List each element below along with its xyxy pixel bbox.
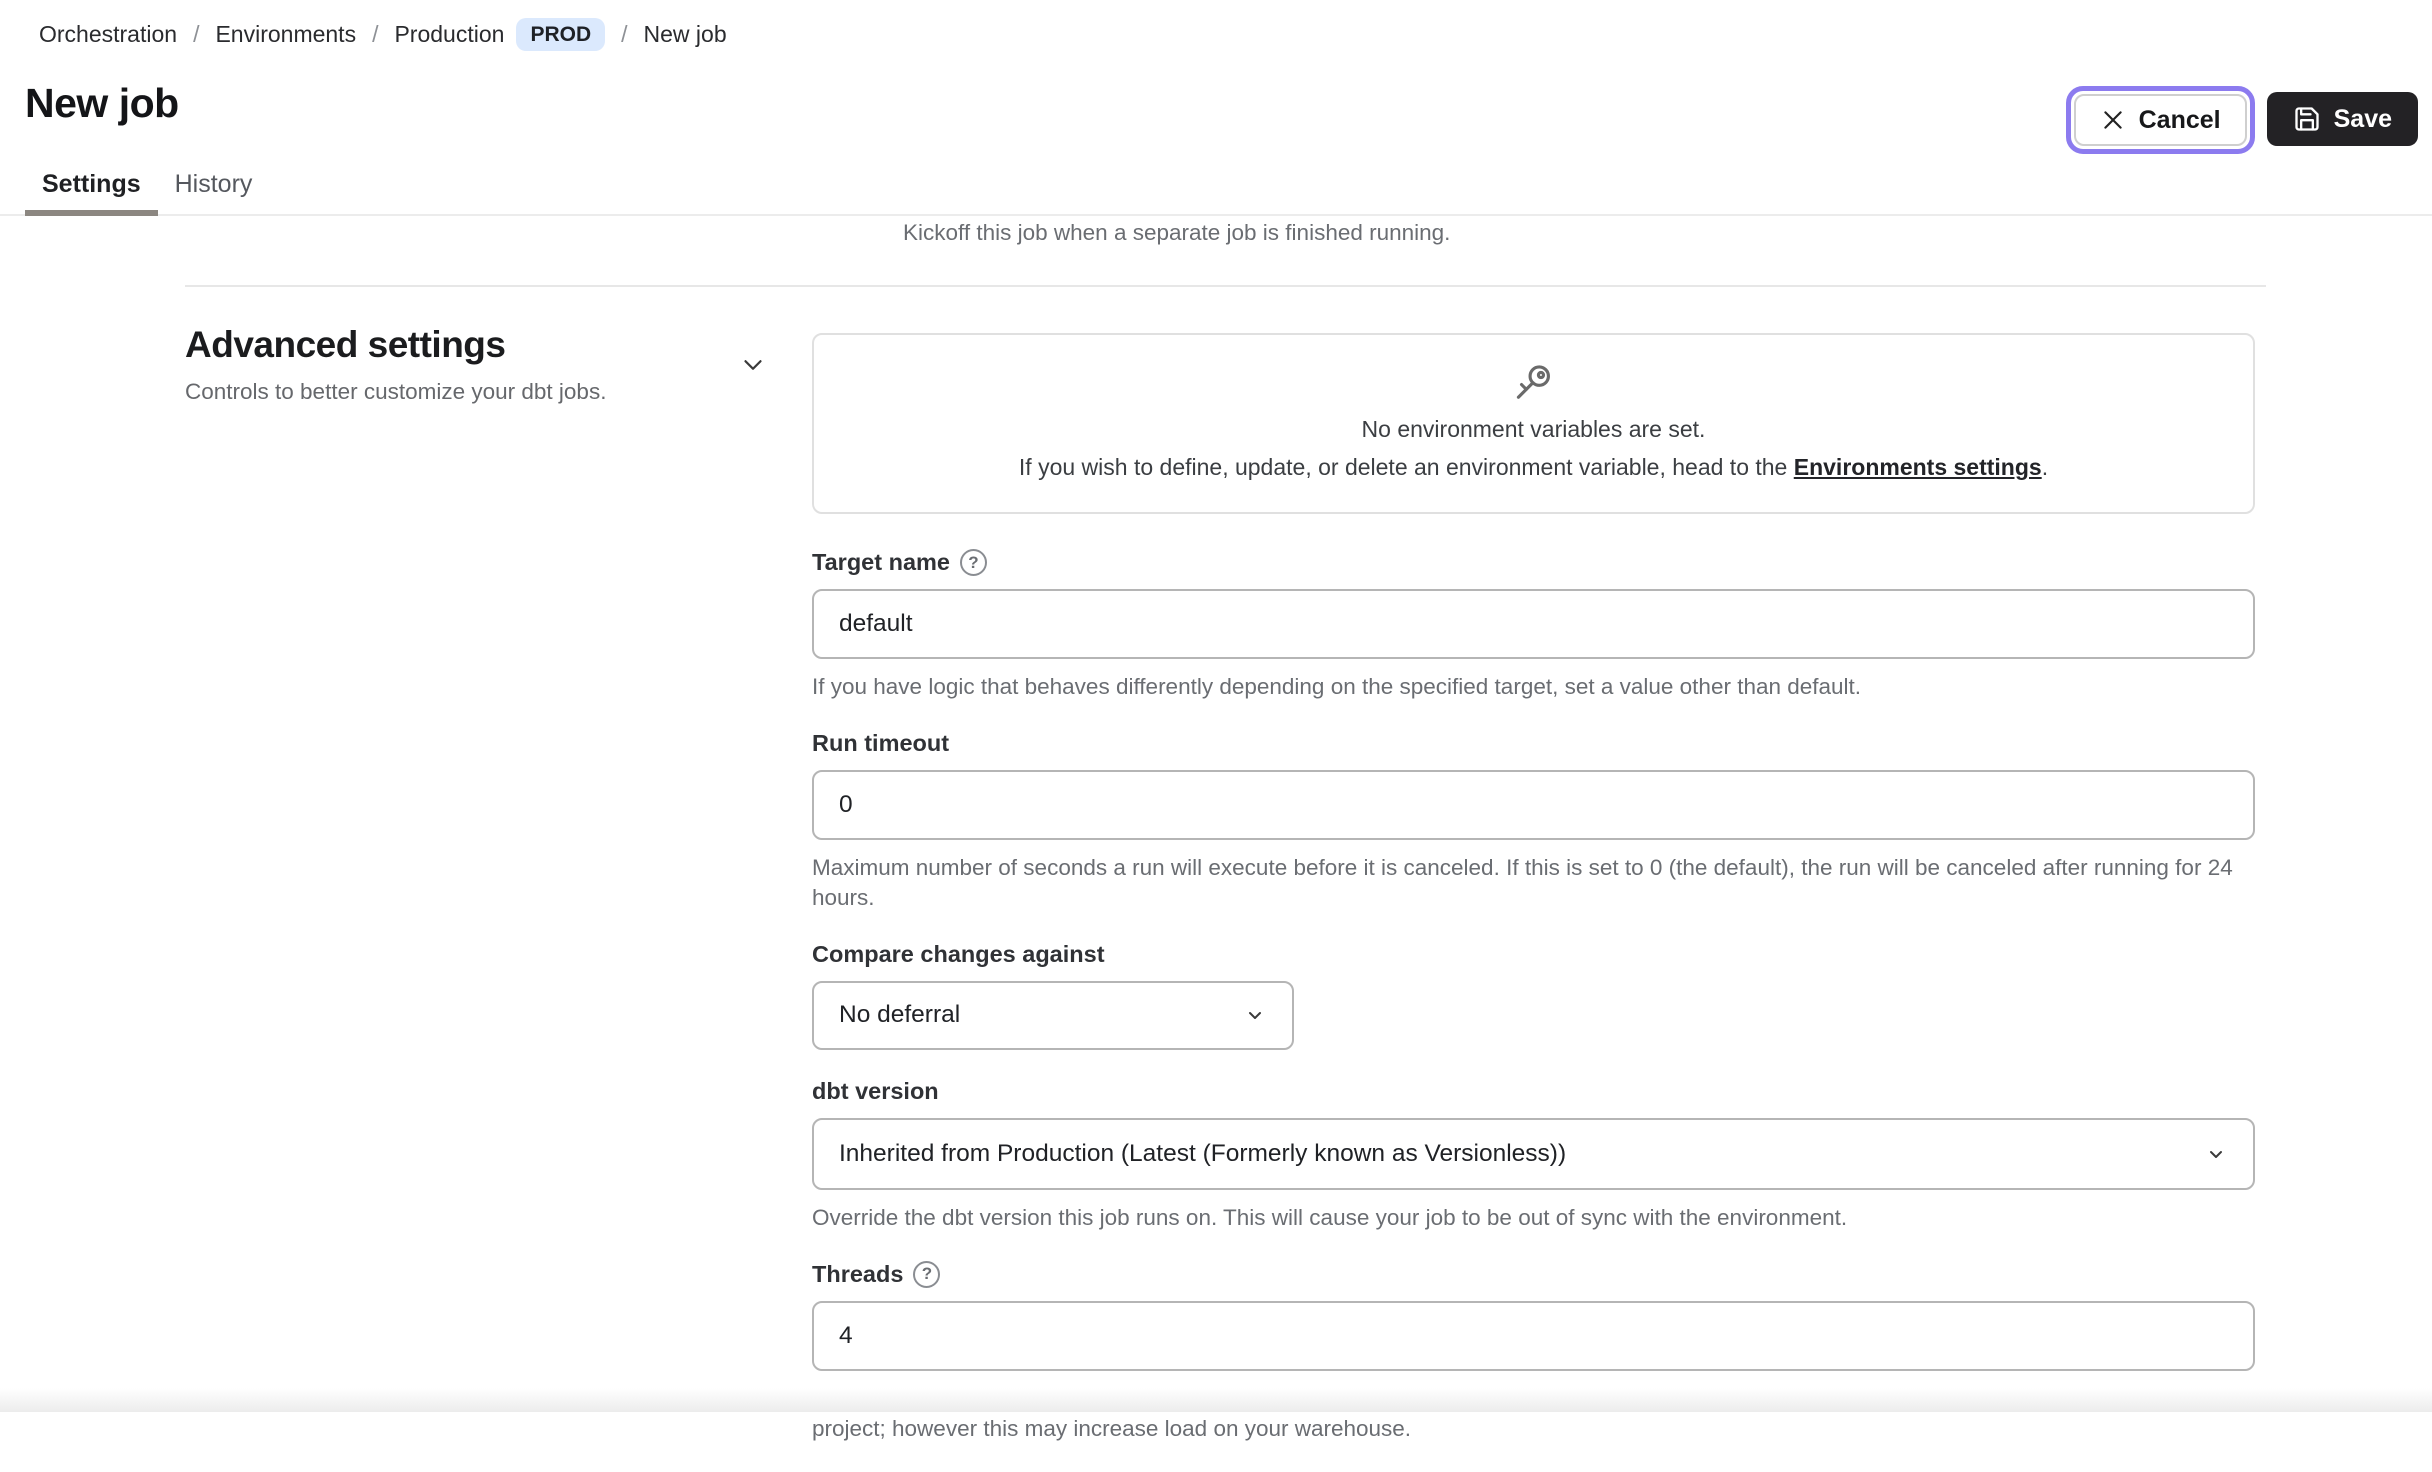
run-timeout-label: Run timeout <box>812 729 950 756</box>
breadcrumb-production[interactable]: Production <box>394 21 505 47</box>
breadcrumb-current: New job <box>643 21 727 47</box>
env-vars-empty-title: No environment variables are set. <box>1361 416 1706 442</box>
advanced-settings-collapse-toggle[interactable] <box>732 344 774 389</box>
breadcrumb-separator: / <box>621 21 628 47</box>
chevron-down-icon <box>2204 1142 2228 1166</box>
env-vars-empty-state <box>812 333 2255 514</box>
run-timeout-help-text: Maximum number of seconds a run will execute before it is canceled. If this is set to 0 (the default), the run will be canceled after running for 24 hours. <box>812 854 2233 910</box>
close-icon <box>2100 107 2126 133</box>
compare-changes-select[interactable] <box>812 981 1294 1050</box>
tab-history-label: History <box>174 170 253 198</box>
field-compare-changes <box>812 941 2255 1050</box>
chevron-down-icon <box>738 350 768 380</box>
breadcrumb-environments[interactable]: Environments <box>215 21 357 47</box>
cancel-label: Cancel <box>2138 105 2221 134</box>
section-divider <box>185 285 2266 287</box>
compare-changes-label: Compare changes against <box>812 940 1105 967</box>
breadcrumb-orchestration[interactable]: Orchestration <box>39 21 178 47</box>
breadcrumb-separator: / <box>372 21 379 47</box>
threads-help-text: project; however this may increase load on your warehouse. <box>812 1415 1412 1441</box>
run-timeout-input[interactable] <box>812 770 2255 840</box>
prod-badge: PROD <box>516 18 605 51</box>
save-button[interactable] <box>2267 92 2418 146</box>
field-threads <box>812 1261 2255 1444</box>
dbt-version-help-text: Override the dbt version this job runs on. This will cause your job to be out of sync with the environment. <box>812 1204 1848 1230</box>
tab-settings-label: Settings <box>42 170 141 198</box>
bottom-fade <box>0 1388 2432 1412</box>
breadcrumb-separator: / <box>193 21 200 47</box>
settings-panel <box>0 216 2432 1441</box>
save-label: Save <box>2333 104 2392 133</box>
environments-settings-link[interactable]: Environments settings <box>1793 454 2042 480</box>
tab-settings[interactable] <box>25 158 158 216</box>
tab-bar <box>25 158 269 216</box>
advanced-settings-intro <box>185 324 745 405</box>
threads-input[interactable] <box>812 1301 2255 1371</box>
key-icon <box>1512 360 1556 404</box>
help-icon[interactable]: ? <box>960 549 987 576</box>
advanced-settings-subheading: Controls to better customize your dbt jobs. <box>185 379 607 404</box>
dbt-version-select[interactable] <box>812 1118 2255 1190</box>
dbt-version-value: Inherited from Production (Latest (Formerly known as Versionless)) <box>839 1139 1567 1167</box>
cancel-focus-ring <box>2066 86 2255 154</box>
help-icon[interactable]: ? <box>913 1261 940 1288</box>
advanced-settings-heading: Advanced settings <box>185 324 506 365</box>
field-dbt-version <box>812 1078 2255 1233</box>
compare-changes-value: No deferral <box>839 1001 961 1029</box>
field-run-timeout <box>812 730 2255 913</box>
dbt-version-label: dbt version <box>812 1077 939 1104</box>
page-header <box>0 0 2432 216</box>
env-vars-empty-description: If you wish to define, update, or delete an environment variable, head to the Environments settings. <box>1018 454 2049 480</box>
run-when-finished-help-text: Kickoff this job when a separate job is finished running. <box>903 220 1451 245</box>
threads-label: Threads <box>812 1260 904 1287</box>
page-title: New job <box>25 80 179 126</box>
chevron-down-icon <box>1243 1003 1267 1027</box>
field-target-name <box>812 549 2255 702</box>
target-name-input[interactable] <box>812 589 2255 659</box>
cancel-button[interactable] <box>2074 94 2247 146</box>
save-icon <box>2293 105 2321 133</box>
tab-history[interactable] <box>158 158 270 216</box>
target-name-help-text: If you have logic that behaves differently depending on the specified target, set a value other than default. <box>812 674 1862 699</box>
header-actions <box>2066 86 2418 154</box>
advanced-settings-form <box>812 333 2255 1472</box>
target-name-label: Target name <box>812 549 950 575</box>
breadcrumb <box>39 18 727 51</box>
